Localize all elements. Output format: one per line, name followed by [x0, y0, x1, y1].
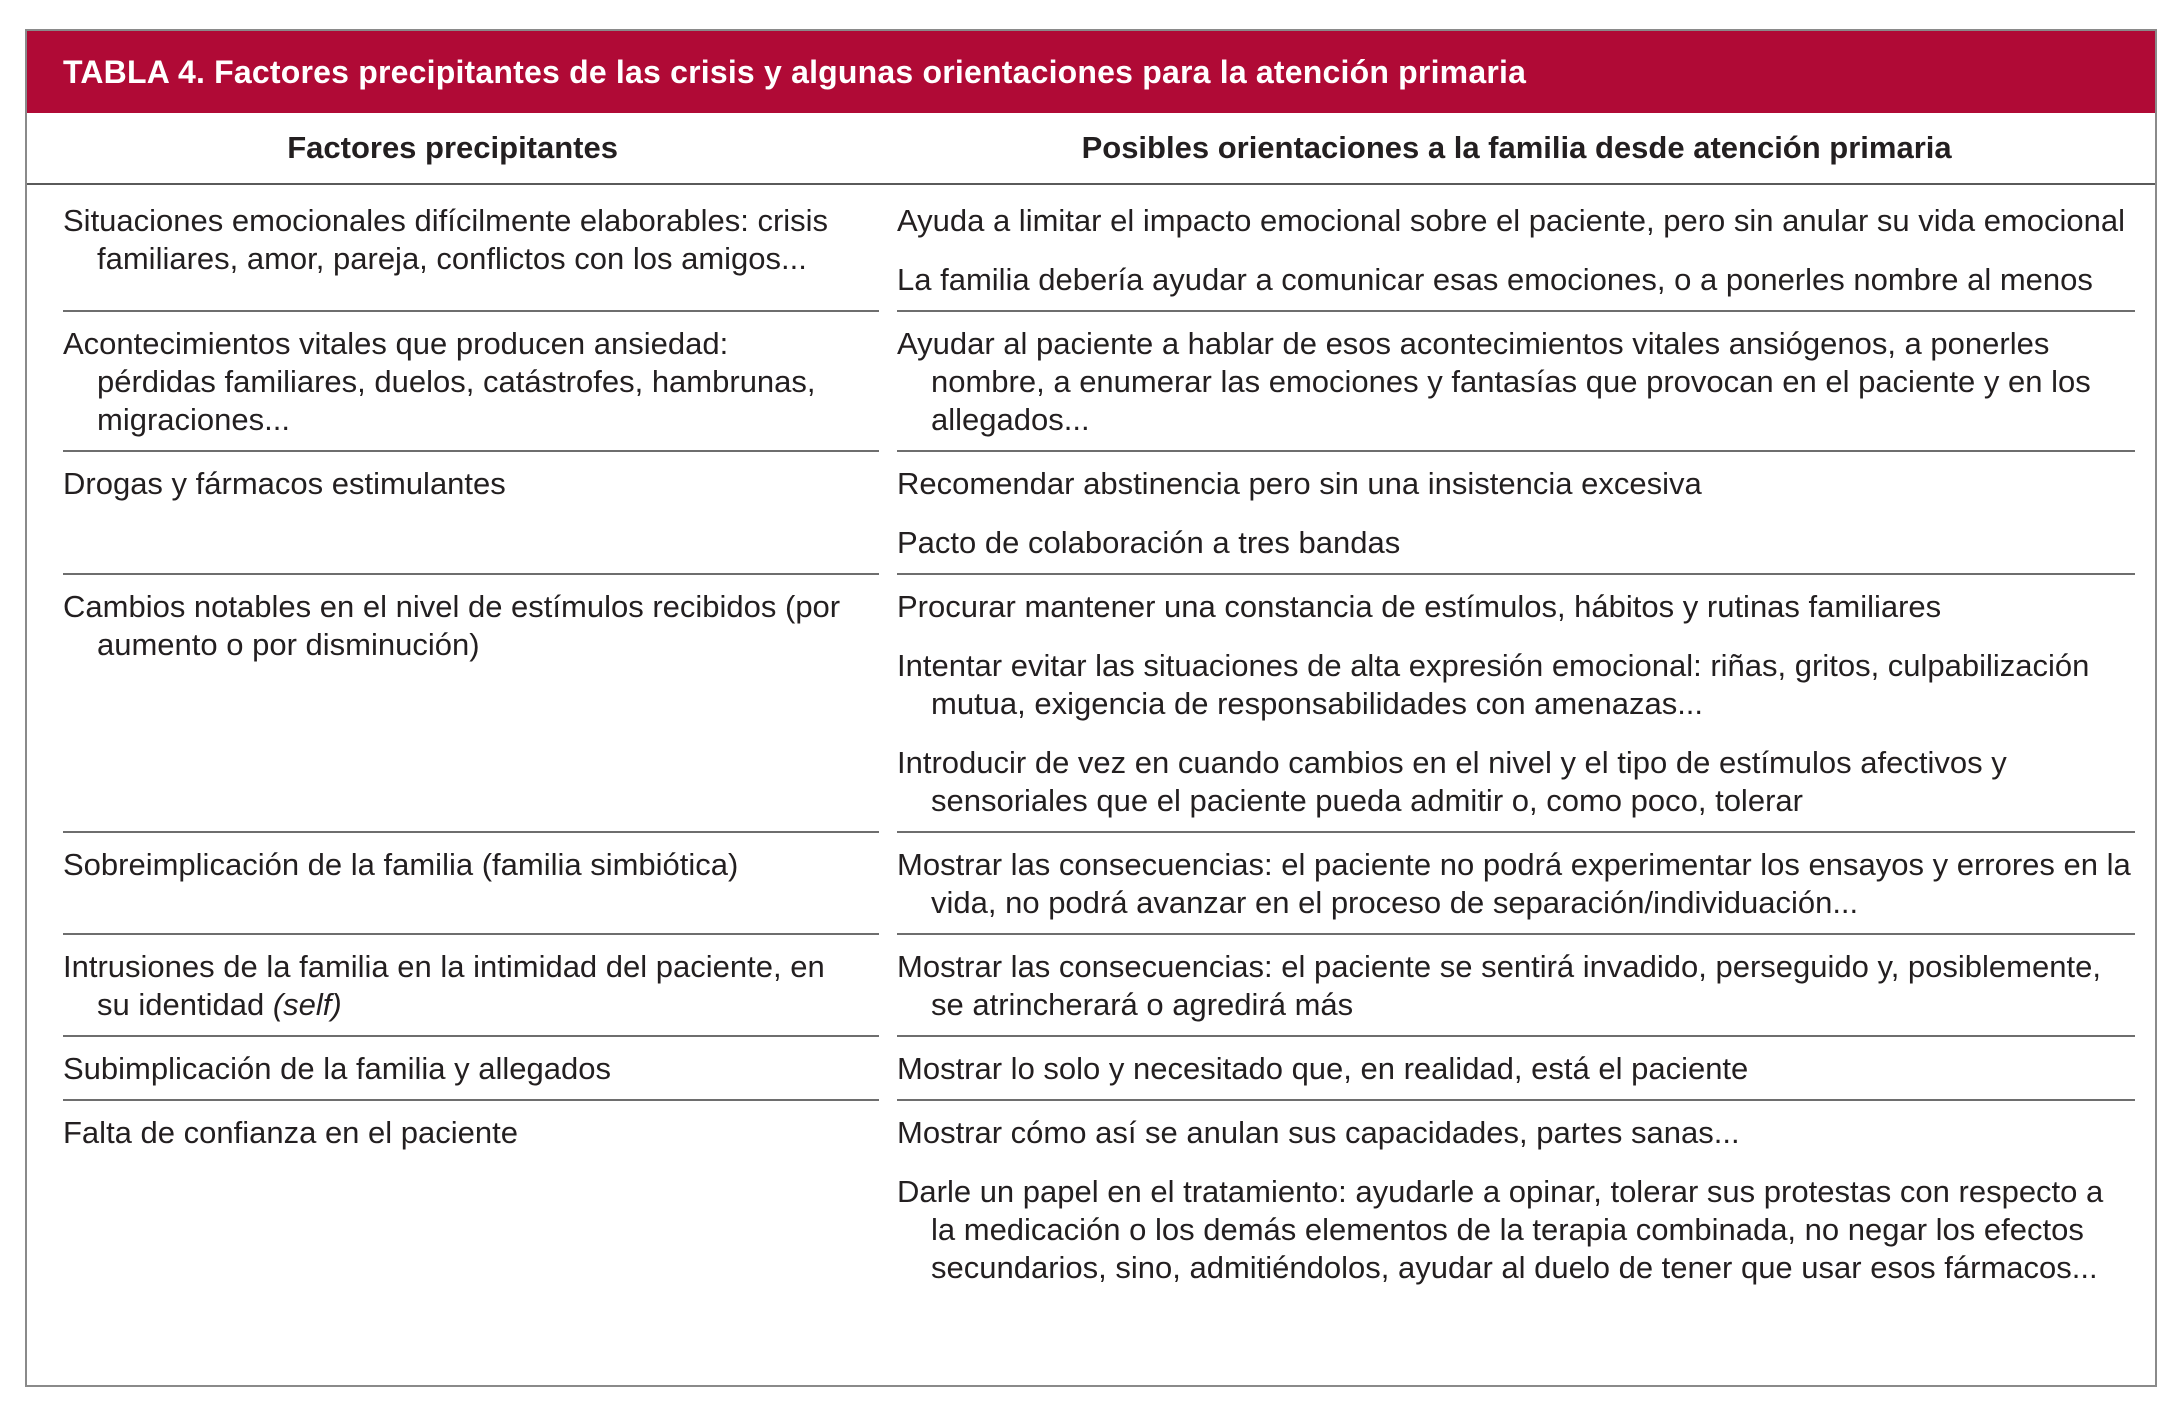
orientaciones-cell	[897, 575, 2135, 833]
orientacion-text: Ayudar al paciente a hablar de esos acontecimientos vitales ansiógenos, a ponerles nombre, a enumerar las emociones y fantasías que provocan en el paciente y en los allegados...	[897, 326, 2091, 437]
factor-cell	[27, 935, 879, 1037]
table-row	[27, 1037, 2155, 1101]
orientaciones-cell	[897, 1037, 2135, 1101]
factor-cell	[27, 452, 879, 575]
factor-cell	[27, 1101, 879, 1298]
orientacion-text: Mostrar las consecuencias: el paciente se sentirá invadido, perseguido y, posiblemente, se atrincherará o agredirá más	[897, 949, 2101, 1022]
table-4	[25, 29, 2157, 1387]
factor-text: Cambios notables en el nivel de estímulos recibidos (por aumento o por disminución)	[63, 589, 841, 662]
table-body	[27, 185, 2155, 1298]
orientacion-text: Mostrar lo solo y necesitado que, en realidad, está el paciente	[897, 1051, 1749, 1086]
factor-text: Acontecimientos vitales que producen ansiedad: pérdidas familiares, duelos, catástrofes, hambrunas, migraciones...	[63, 326, 816, 437]
table-title: TABLA 4. Factores precipitantes de las crisis y algunas orientaciones para la atención primaria	[27, 31, 2155, 113]
factor-text: Sobreimplicación de la familia (familia simbiótica)	[63, 847, 739, 882]
orientacion-text: Recomendar abstinencia pero sin una insistencia excesiva	[897, 466, 1702, 501]
column-header-orientaciones: Posibles orientaciones a la familia desde atención primaria	[1081, 130, 1952, 165]
orientacion-text: Introducir de vez en cuando cambios en el nivel y el tipo de estímulos afectivos y sensoriales que el paciente pueda admitir o, como poco, tolerar	[897, 745, 2007, 818]
orientaciones-cell	[897, 189, 2135, 312]
table-row	[27, 833, 2155, 935]
orientaciones-cell	[897, 935, 2135, 1037]
factor-cell	[27, 312, 879, 452]
factor-text: Drogas y fármacos estimulantes	[63, 466, 506, 501]
factor-text: Falta de confianza en el paciente	[63, 1115, 518, 1150]
table-row	[27, 452, 2155, 575]
column-header-row	[27, 113, 2155, 185]
factor-text-wrapper	[63, 935, 855, 1035]
table-row	[27, 189, 2155, 312]
factor-text: Subimplicación de la familia y allegados	[63, 1051, 611, 1086]
factor-cell	[27, 575, 879, 833]
orientacion-text: Intentar evitar las situaciones de alta expresión emocional: riñas, gritos, culpabilización mutua, exigencia de responsabilidades con amenazas...	[897, 648, 2090, 721]
orientacion-text: Mostrar cómo así se anulan sus capacidades, partes sanas...	[897, 1115, 1740, 1150]
orientacion-text: Procurar mantener una constancia de estímulos, hábitos y rutinas familiares	[897, 589, 1942, 624]
orientacion-text: Darle un papel en el tratamiento: ayudarle a opinar, tolerar sus protestas con respecto a la medicación o los demás elementos de la terapia combinada, no negar los efectos secundarios, sino, admitiéndolos, ayudar al duelo de tener que usar esos fármacos...	[897, 1174, 2104, 1285]
factor-cell	[27, 1037, 879, 1101]
orientaciones-cell	[897, 312, 2135, 452]
orientaciones-cell	[897, 1101, 2135, 1298]
orientacion-text: La familia debería ayudar a comunicar esas emociones, o a ponerles nombre al menos	[897, 262, 2093, 297]
orientaciones-cell	[897, 452, 2135, 575]
column-header-factores: Factores precipitantes	[287, 130, 618, 165]
orientacion-text: Mostrar las consecuencias: el paciente no podrá experimentar los ensayos y errores en la vida, no podrá avanzar en el proceso de separación/individuación...	[897, 847, 2131, 920]
table-row	[27, 935, 2155, 1037]
table-row	[27, 1101, 2155, 1298]
orientaciones-cell	[897, 833, 2135, 935]
factor-cell	[27, 189, 879, 312]
orientacion-text: Ayuda a limitar el impacto emocional sobre el paciente, pero sin anular su vida emocional	[897, 203, 2126, 238]
factor-text: Intrusiones de la familia en la intimidad del paciente, en su identidad	[63, 949, 825, 1022]
orientacion-text: Pacto de colaboración a tres bandas	[897, 525, 1401, 560]
table-row	[27, 312, 2155, 452]
factor-text: Situaciones emocionales difícilmente elaborables: crisis familiares, amor, pareja, conflictos con los amigos...	[63, 203, 829, 276]
table-row	[27, 575, 2155, 833]
factor-italic-text: (self)	[272, 987, 342, 1022]
factor-cell	[27, 833, 879, 935]
